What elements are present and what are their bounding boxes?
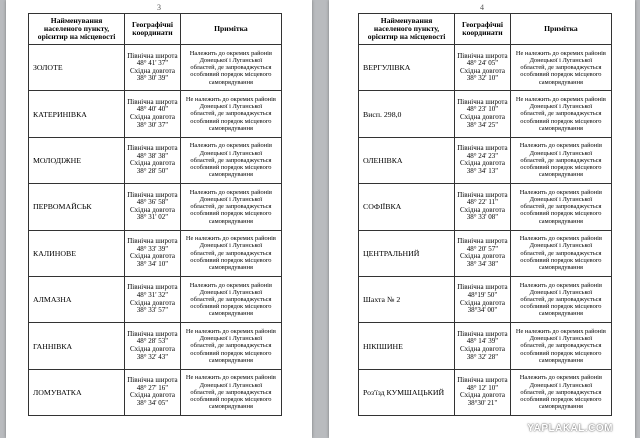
note-line: Належить до окремих районів — [519, 374, 602, 382]
document-page-4 — [329, 0, 635, 438]
note-line: областей, де запроваджується — [190, 156, 272, 164]
header-coordinates: Географічні координати — [455, 14, 511, 45]
note-line: самоврядування — [208, 124, 253, 132]
note-line: самоврядування — [208, 403, 253, 411]
note-cell — [180, 323, 281, 369]
coordinate-line: Північна широта — [127, 237, 178, 246]
coordinate-line: Східна довгота — [129, 66, 175, 75]
note-cell — [180, 276, 281, 322]
note-line: областей, де запроваджується — [520, 203, 602, 211]
note-cell — [510, 323, 611, 369]
coordinate-line: 48° 14' 39" — [466, 337, 499, 346]
settlement-name: ПЕРВОМАЙСЬК — [29, 184, 125, 230]
note-line: особливий порядок місцевого — [190, 71, 272, 79]
coordinates-cell — [125, 323, 181, 369]
note-cell — [510, 230, 611, 276]
header-note: Примітка — [510, 14, 611, 45]
note-line: Донецької і Луганської — [199, 196, 263, 204]
note-line: особливий порядок місцевого — [190, 303, 272, 311]
page-number: 3 — [157, 3, 161, 12]
coordinate-line: Східна довгота — [129, 205, 175, 214]
coordinate-line: Східна довгота — [459, 345, 505, 354]
coordinate-line: 38° 34' 10" — [136, 259, 169, 268]
note-line: областей, де запроваджується — [190, 296, 272, 304]
note-line: областей, де запроваджується — [520, 156, 602, 164]
note-cell — [510, 184, 611, 230]
note-line: областей, де запроваджується — [520, 249, 602, 257]
note-line: Не належить до окремих районів — [515, 96, 606, 104]
note-cell — [510, 276, 611, 322]
coordinate-line: Східна довгота — [129, 113, 175, 122]
coordinate-line: 48° 38' 38" — [136, 151, 169, 160]
coordinate-line: 38° 32' 28" — [466, 352, 499, 361]
coordinate-line: 38°34' 00" — [467, 306, 498, 315]
coordinate-line: 48° 23' 10" — [466, 105, 499, 114]
table-row — [359, 230, 612, 276]
settlement-name: ГАННІВКА — [29, 323, 125, 369]
table-row — [29, 45, 282, 91]
coordinate-line: 48° 22' 11" — [466, 198, 499, 207]
note-line: Донецької і Луганської — [199, 149, 263, 157]
coordinates-cell — [455, 45, 511, 91]
coordinate-line: Східна довгота — [129, 159, 175, 168]
note-line: самоврядування — [538, 356, 583, 364]
note-line: Донецької і Луганської — [199, 381, 263, 389]
coordinate-line: Північна широта — [127, 97, 178, 106]
note-line: Донецької і Луганської — [529, 242, 593, 250]
settlement-name: МОЛОДІЖНЕ — [29, 137, 125, 183]
note-line: Донецької і Луганської — [199, 288, 263, 296]
settlement-name: Шахта № 2 — [359, 276, 455, 322]
settlement-name: ВЕРГУЛІВКА — [359, 45, 455, 91]
coordinate-line: Північна широта — [127, 190, 178, 199]
note-line: самоврядування — [538, 217, 583, 225]
note-line: самоврядування — [208, 171, 253, 179]
note-line: особливий порядок місцевого — [520, 303, 602, 311]
table-row — [29, 323, 282, 369]
note-line: Не належить до окремих районів — [515, 328, 606, 336]
note-line: особливий порядок місцевого — [190, 256, 272, 264]
header-settlement: Найменування населеного пункту, орієнтир на місцевості — [29, 14, 125, 45]
note-line: областей, де запроваджується — [520, 342, 602, 350]
note-line: областей, де запроваджується — [520, 296, 602, 304]
note-line: Донецької і Луганської — [199, 335, 263, 343]
table-row — [29, 184, 282, 230]
table-body — [359, 45, 612, 416]
table-row — [359, 91, 612, 137]
coordinate-line: 48° 28' 53" — [136, 337, 169, 346]
note-line: самоврядування — [538, 310, 583, 318]
settlement-name: СОФІЇВКА — [359, 184, 455, 230]
coordinate-line: 48° 24' 23" — [466, 151, 499, 160]
page-number: 4 — [480, 3, 484, 12]
coordinate-line: Східна довгота — [129, 252, 175, 261]
note-cell — [510, 91, 611, 137]
coordinate-line: Північна широта — [457, 329, 508, 338]
settlements-table — [358, 13, 612, 416]
coordinate-line: Північна широта — [457, 376, 508, 385]
settlement-name: Роз'їзд КУМШАЦЬКИЙ — [359, 369, 455, 415]
settlement-name: Висп. 298,0 — [359, 91, 455, 137]
table-row — [29, 230, 282, 276]
note-line: Донецької і Луганської — [199, 242, 263, 250]
coordinate-line: 38° 34' 25" — [466, 120, 499, 129]
table-body — [29, 45, 282, 416]
coordinate-line: Східна довгота — [459, 66, 505, 75]
coordinate-line: Східна довгота — [459, 113, 505, 122]
note-line: областей, де запроваджується — [190, 388, 272, 396]
settlement-name: ЛОМУВАТКА — [29, 369, 125, 415]
coordinate-line: Північна широта — [127, 144, 178, 153]
note-cell — [180, 45, 281, 91]
note-cell — [180, 91, 281, 137]
note-cell — [510, 137, 611, 183]
note-line: самоврядування — [208, 78, 253, 86]
note-line: областей, де запроваджується — [190, 110, 272, 118]
site-watermark: YAPLAKAL.COM — [527, 423, 613, 434]
note-cell — [510, 369, 611, 415]
coordinate-line: 38° 33' 57" — [136, 306, 169, 315]
coordinates-cell — [455, 137, 511, 183]
coordinate-line: 48° 40' 40" — [136, 105, 169, 114]
coordinate-line: Східна довгота — [459, 298, 505, 307]
settlement-name: АЛМАЗНА — [29, 276, 125, 322]
coordinate-line: 38° 33' 08" — [466, 213, 499, 222]
coordinate-line: 38° 30' 37" — [136, 120, 169, 129]
coordinates-cell — [455, 184, 511, 230]
coordinate-line: Північна широта — [127, 376, 178, 385]
coordinate-line: Північна широта — [457, 97, 508, 106]
coordinate-line: Північна широта — [457, 190, 508, 199]
coordinate-line: Північна широта — [127, 329, 178, 338]
note-line: самоврядування — [538, 264, 583, 272]
note-line: самоврядування — [538, 78, 583, 86]
note-line: Донецької і Луганської — [529, 196, 593, 204]
note-line: особливий порядок місцевого — [190, 117, 272, 125]
note-line: Належить до окремих районів — [519, 281, 602, 289]
coordinate-line: 38°30' 21" — [467, 399, 498, 408]
note-line: областей, де запроваджується — [190, 342, 272, 350]
table-row — [359, 184, 612, 230]
note-line: Донецької і Луганської — [529, 288, 593, 296]
note-line: Належить до окремих районів — [189, 188, 272, 196]
note-line: Належить до окремих районів — [519, 235, 602, 243]
note-line: особливий порядок місцевого — [520, 256, 602, 264]
coordinates-cell — [125, 276, 181, 322]
coordinates-cell — [455, 369, 511, 415]
coordinate-line: 38° 31' 02" — [136, 213, 169, 222]
coordinate-line: 38° 28' 50" — [136, 167, 169, 176]
coordinate-line: 38° 30' 39" — [136, 74, 169, 83]
note-line: областей, де запроваджується — [520, 110, 602, 118]
note-cell — [180, 184, 281, 230]
coordinates-cell — [125, 230, 181, 276]
note-line: Не належить до окремих районів — [515, 49, 606, 57]
note-line: Донецької і Луганської — [529, 381, 593, 389]
coordinate-line: Північна широта — [457, 51, 508, 60]
note-line: Належить до окремих районів — [189, 281, 272, 289]
coordinate-line: 38° 32' 10" — [466, 74, 499, 83]
coordinate-line: 38° 32' 43" — [136, 352, 169, 361]
note-line: самоврядування — [208, 310, 253, 318]
note-line: особливий порядок місцевого — [520, 349, 602, 357]
coordinate-line: Північна широта — [127, 51, 178, 60]
note-line: особливий порядок місцевого — [190, 210, 272, 218]
note-line: особливий порядок місцевого — [520, 117, 602, 125]
note-line: областей, де запроваджується — [520, 64, 602, 72]
note-line: Належить до окремих районів — [189, 49, 272, 57]
note-line: областей, де запроваджується — [190, 64, 272, 72]
coordinate-line: Північна широта — [127, 283, 178, 292]
table-row — [359, 137, 612, 183]
coordinate-line: 48° 24' 05" — [466, 59, 499, 68]
settlement-name: КАТЕРИНІВКА — [29, 91, 125, 137]
coordinate-line: Східна довгота — [129, 345, 175, 354]
note-line: областей, де запроваджується — [190, 203, 272, 211]
table-header-row — [359, 14, 612, 45]
table-row — [29, 137, 282, 183]
note-line: самоврядування — [208, 217, 253, 225]
coordinates-cell — [125, 369, 181, 415]
table-row — [359, 276, 612, 322]
coordinates-cell — [125, 137, 181, 183]
note-line: Донецької і Луганської — [529, 335, 593, 343]
note-line: самоврядування — [208, 264, 253, 272]
coordinates-cell — [455, 91, 511, 137]
note-line: самоврядування — [208, 356, 253, 364]
settlement-name: ЗОЛОТЕ — [29, 45, 125, 91]
note-line: особливий порядок місцевого — [190, 396, 272, 404]
note-line: Донецької і Луганської — [529, 149, 593, 157]
coordinate-line: Східна довгота — [459, 391, 505, 400]
coordinate-line: 48° 36' 58" — [136, 198, 169, 207]
table-row — [29, 91, 282, 137]
note-line: особливий порядок місцевого — [520, 71, 602, 79]
note-line: самоврядування — [538, 124, 583, 132]
header-note: Примітка — [180, 14, 281, 45]
note-line: самоврядування — [538, 403, 583, 411]
note-line: самоврядування — [538, 171, 583, 179]
coordinate-line: Східна довгота — [459, 252, 505, 261]
coordinate-line: 48° 12' 10" — [466, 383, 499, 392]
coordinates-cell — [125, 184, 181, 230]
note-line: особливий порядок місцевого — [190, 349, 272, 357]
note-line: Належить до окремих районів — [519, 142, 602, 150]
note-cell — [510, 45, 611, 91]
note-cell — [180, 230, 281, 276]
note-line: Донецької і Луганської — [199, 56, 263, 64]
coordinates-cell — [455, 276, 511, 322]
coordinate-line: Північна широта — [457, 144, 508, 153]
coordinate-line: 38° 34' 13" — [466, 167, 499, 176]
coordinate-line: Східна довгота — [459, 205, 505, 214]
coordinate-line: 38° 34' 05" — [136, 399, 169, 408]
settlements-table — [28, 13, 282, 416]
note-line: Донецької і Луганської — [529, 56, 593, 64]
coordinates-cell — [125, 91, 181, 137]
note-line: Належить до окремих районів — [519, 188, 602, 196]
coordinate-line: 48° 31' 32" — [136, 291, 169, 300]
settlement-name: ЦЕНТРАЛЬНИЙ — [359, 230, 455, 276]
header-settlement: Найменування населеного пункту, орієнтир на місцевості — [359, 14, 455, 45]
note-line: Не належить до окремих районів — [185, 374, 276, 382]
note-cell — [180, 137, 281, 183]
coordinate-line: Північна широта — [457, 283, 508, 292]
note-cell — [180, 369, 281, 415]
coordinate-line: 48° 41' 37" — [136, 59, 169, 68]
coordinates-cell — [455, 323, 511, 369]
table-row — [29, 369, 282, 415]
coordinate-line: 48° 33' 39" — [136, 244, 169, 253]
note-line: особливий порядок місцевого — [190, 164, 272, 172]
note-line: областей, де запроваджується — [190, 249, 272, 257]
table-row — [359, 369, 612, 415]
note-line: Належить до окремих районів — [189, 142, 272, 150]
coordinate-line: Східна довгота — [459, 159, 505, 168]
table-row — [29, 276, 282, 322]
coordinate-line: 38° 34' 38" — [466, 259, 499, 268]
note-line: особливий порядок місцевого — [520, 210, 602, 218]
header-coordinates: Географічні координати — [125, 14, 181, 45]
coordinate-line: 48°19' 50" — [467, 291, 498, 300]
coordinate-line: 48° 20' 57" — [466, 244, 499, 253]
note-line: Не належить до окремих районів — [185, 235, 276, 243]
coordinate-line: Східна довгота — [129, 391, 175, 400]
coordinate-line: 48° 27' 16" — [136, 383, 169, 392]
settlement-name: НІКІШИНЕ — [359, 323, 455, 369]
table-row — [359, 45, 612, 91]
note-line: особливий порядок місцевого — [520, 396, 602, 404]
note-line: Донецької і Луганської — [199, 103, 263, 111]
document-page-3 — [6, 0, 312, 438]
note-line: особливий порядок місцевого — [520, 164, 602, 172]
settlement-name: ОЛЕНІВКА — [359, 137, 455, 183]
note-line: Не належить до окремих районів — [185, 328, 276, 336]
note-line: Не належить до окремих районів — [185, 96, 276, 104]
coordinates-cell — [455, 230, 511, 276]
coordinates-cell — [125, 45, 181, 91]
table-header-row — [29, 14, 282, 45]
note-line: областей, де запроваджується — [520, 388, 602, 396]
coordinate-line: Північна широта — [457, 237, 508, 246]
settlement-name: КАЛИНОВЕ — [29, 230, 125, 276]
table-row — [359, 323, 612, 369]
note-line: Донецької і Луганської — [529, 103, 593, 111]
coordinate-line: Східна довгота — [129, 298, 175, 307]
